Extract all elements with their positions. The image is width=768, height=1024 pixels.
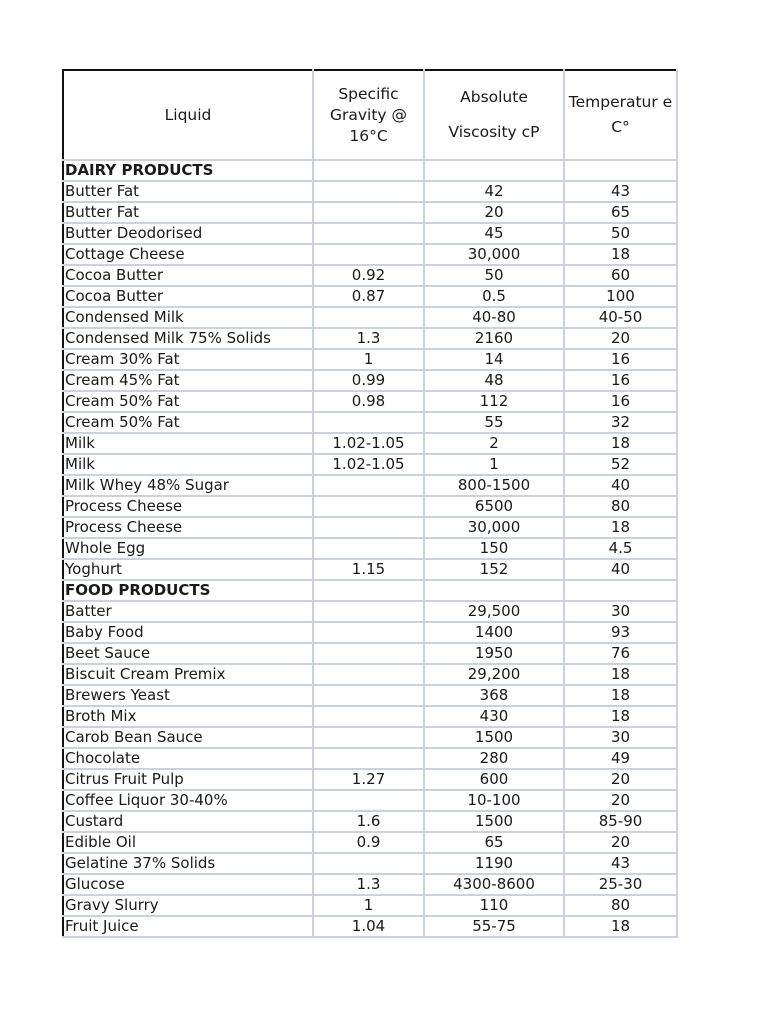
viscosity-cell: 55: [424, 412, 564, 433]
temperature-cell: 18: [564, 916, 677, 937]
liquid-cell: Baby Food: [63, 622, 313, 643]
table-row: [63, 664, 677, 685]
temperature-cell: 18: [564, 706, 677, 727]
table-row: [63, 790, 677, 811]
liquid-cell: Cocoa Butter: [63, 286, 313, 307]
header-temperature-top: Temperatur e: [568, 93, 673, 111]
viscosity-cell: 152: [424, 559, 564, 580]
liquid-cell: Milk Whey 48% Sugar: [63, 475, 313, 496]
gravity-cell: 0.98: [313, 391, 424, 412]
viscosity-cell: 1500: [424, 727, 564, 748]
temperature-cell: 40: [564, 559, 677, 580]
gravity-cell: [313, 496, 424, 517]
liquid-cell: Chocolate: [63, 748, 313, 769]
liquid-cell: Whole Egg: [63, 538, 313, 559]
table-row: [63, 769, 677, 790]
table-row: [63, 685, 677, 706]
table-row: [63, 643, 677, 664]
liquid-cell: Beet Sauce: [63, 643, 313, 664]
temperature-cell: 40-50: [564, 307, 677, 328]
viscosity-cell: 1500: [424, 811, 564, 832]
gravity-cell: [313, 517, 424, 538]
temperature-cell: 65: [564, 202, 677, 223]
header-liquid: Liquid: [63, 70, 313, 160]
section-row: [63, 160, 677, 181]
gravity-cell: [313, 643, 424, 664]
gravity-cell: 0.92: [313, 265, 424, 286]
temperature-cell: 16: [564, 391, 677, 412]
liquid-cell: Butter Deodorised: [63, 223, 313, 244]
viscosity-cell: 45: [424, 223, 564, 244]
liquid-cell: Custard: [63, 811, 313, 832]
table-row: [63, 538, 677, 559]
table-row: [63, 748, 677, 769]
table-row: [63, 202, 677, 223]
temperature-cell: 16: [564, 370, 677, 391]
liquid-cell: Fruit Juice: [63, 916, 313, 937]
gravity-cell: [313, 790, 424, 811]
liquid-cell: Process Cheese: [63, 496, 313, 517]
gravity-cell: [313, 538, 424, 559]
viscosity-cell: 368: [424, 685, 564, 706]
temperature-cell: 18: [564, 664, 677, 685]
liquid-cell: Gelatine 37% Solids: [63, 853, 313, 874]
viscosity-cell: 40-80: [424, 307, 564, 328]
temperature-cell: 80: [564, 496, 677, 517]
liquid-cell: Glucose: [63, 874, 313, 895]
header-viscosity-top: Absolute: [460, 88, 528, 106]
table-row: [63, 307, 677, 328]
viscosity-cell: 0.5: [424, 286, 564, 307]
liquid-cell: Cream 45% Fat: [63, 370, 313, 391]
gravity-cell: [313, 307, 424, 328]
liquid-cell: DAIRY PRODUCTS: [63, 160, 313, 181]
gravity-cell: [313, 475, 424, 496]
viscosity-cell: 65: [424, 832, 564, 853]
temperature-cell: 52: [564, 454, 677, 475]
temperature-cell: 93: [564, 622, 677, 643]
gravity-cell: [313, 202, 424, 223]
table-row: [63, 916, 677, 937]
viscosity-cell: 2160: [424, 328, 564, 349]
temperature-cell: [564, 580, 677, 601]
viscosity-cell: 14: [424, 349, 564, 370]
viscosity-cell: 50: [424, 265, 564, 286]
liquid-cell: Condensed Milk: [63, 307, 313, 328]
header-row: [63, 70, 677, 160]
liquid-cell: Cream 30% Fat: [63, 349, 313, 370]
liquid-cell: Butter Fat: [63, 202, 313, 223]
gravity-cell: 1.3: [313, 328, 424, 349]
header-specific-gravity: Specific Gravity @ 16°C: [313, 70, 424, 160]
liquid-cell: Gravy Slurry: [63, 895, 313, 916]
table-row: [63, 244, 677, 265]
table-row: [63, 223, 677, 244]
viscosity-cell: 1950: [424, 643, 564, 664]
temperature-cell: 60: [564, 265, 677, 286]
table-row: [63, 181, 677, 202]
liquid-cell: Milk: [63, 454, 313, 475]
section-row: [63, 580, 677, 601]
viscosity-cell: 10-100: [424, 790, 564, 811]
gravity-cell: 0.9: [313, 832, 424, 853]
liquid-cell: Milk: [63, 433, 313, 454]
liquid-cell: Cream 50% Fat: [63, 412, 313, 433]
temperature-cell: 49: [564, 748, 677, 769]
gravity-cell: 1.6: [313, 811, 424, 832]
viscosity-cell: 150: [424, 538, 564, 559]
viscosity-cell: 1400: [424, 622, 564, 643]
temperature-cell: 20: [564, 328, 677, 349]
viscosity-cell: [424, 580, 564, 601]
viscosity-cell: 55-75: [424, 916, 564, 937]
table-row: [63, 433, 677, 454]
gravity-cell: 1.02-1.05: [313, 454, 424, 475]
gravity-cell: 1: [313, 349, 424, 370]
liquid-cell: Batter: [63, 601, 313, 622]
viscosity-cell: 1: [424, 454, 564, 475]
viscosity-cell: 110: [424, 895, 564, 916]
liquid-cell: Edible Oil: [63, 832, 313, 853]
gravity-cell: [313, 223, 424, 244]
liquid-cell: Butter Fat: [63, 181, 313, 202]
temperature-cell: [564, 160, 677, 181]
header-temperature: [564, 70, 677, 160]
header-temperature-bottom: C°: [611, 118, 630, 136]
temperature-cell: 40: [564, 475, 677, 496]
gravity-cell: 0.99: [313, 370, 424, 391]
temperature-cell: 18: [564, 244, 677, 265]
gravity-cell: [313, 601, 424, 622]
temperature-cell: 30: [564, 727, 677, 748]
temperature-cell: 25-30: [564, 874, 677, 895]
viscosity-cell: 20: [424, 202, 564, 223]
liquid-cell: Carob Bean Sauce: [63, 727, 313, 748]
table-row: [63, 727, 677, 748]
temperature-cell: 43: [564, 181, 677, 202]
liquid-cell: Citrus Fruit Pulp: [63, 769, 313, 790]
table-row: [63, 391, 677, 412]
temperature-cell: 30: [564, 601, 677, 622]
viscosity-cell: 4300-8600: [424, 874, 564, 895]
viscosity-cell: 42: [424, 181, 564, 202]
liquid-cell: Yoghurt: [63, 559, 313, 580]
gravity-cell: 1.3: [313, 874, 424, 895]
table-row: [63, 853, 677, 874]
viscosity-cell: 6500: [424, 496, 564, 517]
table-row: [63, 370, 677, 391]
temperature-cell: 100: [564, 286, 677, 307]
temperature-cell: 18: [564, 517, 677, 538]
temperature-cell: 20: [564, 769, 677, 790]
header-viscosity-bottom: Viscosity cP: [448, 123, 540, 141]
table-row: [63, 517, 677, 538]
liquid-cell: Brewers Yeast: [63, 685, 313, 706]
table-row: [63, 895, 677, 916]
table-row: [63, 601, 677, 622]
viscosity-cell: 430: [424, 706, 564, 727]
liquid-cell: Process Cheese: [63, 517, 313, 538]
viscosity-cell: 29,500: [424, 601, 564, 622]
gravity-cell: [313, 685, 424, 706]
viscosity-cell: 29,200: [424, 664, 564, 685]
viscosity-cell: 1190: [424, 853, 564, 874]
gravity-cell: [313, 727, 424, 748]
table-row: [63, 832, 677, 853]
temperature-cell: 85-90: [564, 811, 677, 832]
gravity-cell: [313, 181, 424, 202]
gravity-cell: [313, 853, 424, 874]
liquid-cell: Condensed Milk 75% Solids: [63, 328, 313, 349]
temperature-cell: 32: [564, 412, 677, 433]
gravity-cell: [313, 706, 424, 727]
liquid-cell: Cream 50% Fat: [63, 391, 313, 412]
gravity-cell: 1.04: [313, 916, 424, 937]
gravity-cell: 0.87: [313, 286, 424, 307]
liquid-cell: Cottage Cheese: [63, 244, 313, 265]
viscosity-cell: [424, 160, 564, 181]
temperature-cell: 4.5: [564, 538, 677, 559]
temperature-cell: 80: [564, 895, 677, 916]
gravity-cell: [313, 748, 424, 769]
table-header: [63, 70, 677, 160]
viscosity-cell: 30,000: [424, 517, 564, 538]
table-row: [63, 349, 677, 370]
viscosity-cell: 800-1500: [424, 475, 564, 496]
table-row: [63, 328, 677, 349]
gravity-cell: [313, 244, 424, 265]
gravity-cell: [313, 160, 424, 181]
liquid-cell: Biscuit Cream Premix: [63, 664, 313, 685]
header-absolute-viscosity: [424, 70, 564, 160]
liquid-cell: Broth Mix: [63, 706, 313, 727]
viscosity-cell: 280: [424, 748, 564, 769]
gravity-cell: [313, 412, 424, 433]
gravity-cell: [313, 664, 424, 685]
temperature-cell: 50: [564, 223, 677, 244]
table-row: [63, 265, 677, 286]
temperature-cell: 16: [564, 349, 677, 370]
table-row: [63, 559, 677, 580]
temperature-cell: 18: [564, 685, 677, 706]
table-row: [63, 412, 677, 433]
gravity-cell: 1.27: [313, 769, 424, 790]
viscosity-cell: 30,000: [424, 244, 564, 265]
temperature-cell: 18: [564, 433, 677, 454]
viscosity-table: [62, 69, 678, 938]
table-body: [63, 160, 677, 937]
table-row: [63, 496, 677, 517]
gravity-cell: [313, 622, 424, 643]
table-row: [63, 811, 677, 832]
table-row: [63, 286, 677, 307]
viscosity-cell: 2: [424, 433, 564, 454]
liquid-cell: Coffee Liquor 30-40%: [63, 790, 313, 811]
gravity-cell: 1.15: [313, 559, 424, 580]
table-row: [63, 874, 677, 895]
table-row: [63, 706, 677, 727]
temperature-cell: 76: [564, 643, 677, 664]
gravity-cell: 1: [313, 895, 424, 916]
temperature-cell: 20: [564, 790, 677, 811]
liquid-cell: Cocoa Butter: [63, 265, 313, 286]
viscosity-cell: 48: [424, 370, 564, 391]
gravity-cell: [313, 580, 424, 601]
temperature-cell: 43: [564, 853, 677, 874]
viscosity-cell: 112: [424, 391, 564, 412]
gravity-cell: 1.02-1.05: [313, 433, 424, 454]
viscosity-cell: 600: [424, 769, 564, 790]
table-row: [63, 622, 677, 643]
table-row: [63, 475, 677, 496]
table-row: [63, 454, 677, 475]
liquid-cell: FOOD PRODUCTS: [63, 580, 313, 601]
temperature-cell: 20: [564, 832, 677, 853]
